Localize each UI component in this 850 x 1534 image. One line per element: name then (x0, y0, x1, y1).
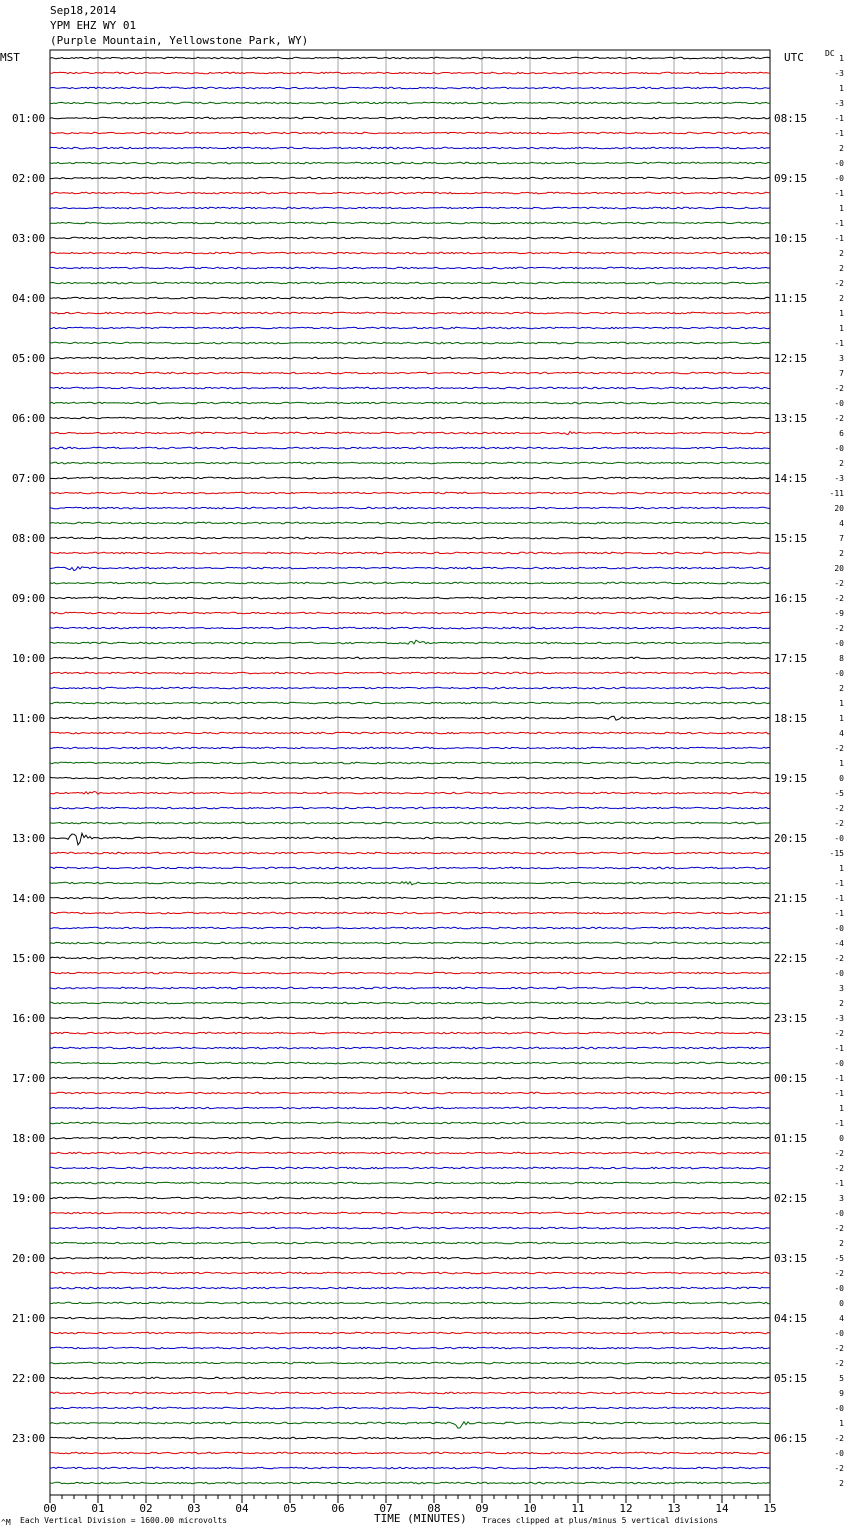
dc-offset-value: 1 (839, 699, 844, 708)
dc-offset-value: 2 (839, 1479, 844, 1488)
x-tick-label: 03 (187, 1502, 201, 1515)
trace-line (50, 657, 770, 659)
trace-line (50, 477, 770, 479)
hour-label-utc: 19:15 (774, 772, 808, 785)
trace-line (50, 1077, 770, 1079)
dc-label: DC (825, 49, 835, 58)
dc-offset-value: 1 (839, 759, 844, 768)
trace-line (50, 327, 770, 329)
trace-line (50, 522, 770, 524)
trace-line (50, 927, 770, 929)
dc-offset-value: 1 (839, 84, 844, 93)
trace-line (50, 267, 770, 269)
hour-label-mst: 04:00 (12, 292, 46, 305)
trace-line (50, 402, 770, 404)
trace-line (50, 567, 770, 571)
x-tick-label: 13 (667, 1502, 681, 1515)
trace-line (50, 177, 770, 179)
dc-offset-value: 1 (839, 309, 844, 318)
dc-offset-value: 4 (839, 519, 844, 528)
dc-offset-value: 6 (839, 429, 844, 438)
trace-line (50, 462, 770, 464)
dc-offset-value: 3 (839, 984, 844, 993)
dc-offset-value: 2 (839, 684, 844, 693)
trace-line (50, 1482, 770, 1484)
dc-offset-value: -1 (834, 189, 844, 198)
x-tick-label: 00 (43, 1502, 57, 1515)
trace-line (50, 833, 770, 845)
trace-line (50, 627, 770, 629)
x-tick-label: 09 (475, 1502, 489, 1515)
trace-line (50, 687, 770, 689)
trace-line (50, 972, 770, 974)
hour-label-utc: 15:15 (774, 532, 808, 545)
dc-offset-value: 2 (839, 249, 844, 258)
trace-line (50, 552, 770, 554)
trace-line (50, 777, 770, 779)
date-label: Sep18,2014 (50, 4, 117, 17)
dc-offset-value: -0 (834, 639, 844, 648)
dc-offset-value: -1 (834, 1074, 844, 1083)
dc-offset-value: 2 (839, 1239, 844, 1248)
dc-offset-value: -1 (834, 879, 844, 888)
trace-line (50, 747, 770, 749)
trace-line (50, 1152, 770, 1154)
dc-offset-value: 1 (839, 714, 844, 723)
trace-line (50, 1047, 770, 1049)
trace-line (50, 1032, 770, 1034)
dc-offset-value: -5 (834, 1254, 844, 1263)
dc-offset-value: -2 (834, 414, 844, 423)
dc-offset-value: 7 (839, 534, 844, 543)
trace-line (50, 1347, 770, 1349)
hour-label-mst: 15:00 (12, 952, 46, 965)
dc-offset-value: 1 (839, 324, 844, 333)
trace-line (50, 1332, 770, 1334)
dc-offset-value: -1 (834, 1044, 844, 1053)
hour-label-utc: 10:15 (774, 232, 808, 245)
dc-offset-value: -0 (834, 1449, 844, 1458)
trace-line (50, 1467, 770, 1469)
trace-line (50, 792, 770, 795)
trace-line (50, 1392, 770, 1394)
hour-label-utc: 21:15 (774, 892, 808, 905)
trace-line (50, 897, 770, 899)
trace-line (50, 612, 770, 614)
dc-offset-value: -3 (834, 69, 844, 78)
trace-line (50, 282, 770, 284)
right-timezone-label: UTC (784, 51, 804, 64)
dc-offset-value: -1 (834, 1179, 844, 1188)
dc-offset-value: -0 (834, 1059, 844, 1068)
trace-line (50, 492, 770, 494)
x-axis-title: TIME (MINUTES) (374, 1512, 467, 1525)
hour-label-mst: 06:00 (12, 412, 46, 425)
dc-offset-value: -0 (834, 444, 844, 453)
dc-offset-value: -2 (834, 1434, 844, 1443)
hour-label-mst: 05:00 (12, 352, 46, 365)
plot-frame (50, 50, 770, 1495)
trace-line (50, 1227, 770, 1229)
x-tick-label: 10 (523, 1502, 537, 1515)
hour-label-mst: 10:00 (12, 652, 46, 665)
dc-offset-value: 0 (839, 1134, 844, 1143)
dc-offset-value: 2 (839, 459, 844, 468)
trace-line (50, 1377, 770, 1379)
trace-line (50, 342, 770, 344)
hour-label-utc: 23:15 (774, 1012, 808, 1025)
trace-line (50, 297, 770, 299)
trace-line (50, 822, 770, 824)
x-tick-label: 07 (379, 1502, 393, 1515)
station-label: YPM EHZ WY 01 (50, 19, 137, 32)
dc-offset-value: 3 (839, 354, 844, 363)
dc-offset-value: -0 (834, 1284, 844, 1293)
trace-line (50, 1287, 770, 1289)
dc-offset-value: -2 (834, 1359, 844, 1368)
dc-offset-value: 2 (839, 264, 844, 273)
clip-note: Traces clipped at plus/minus 5 vertical divisions (482, 1516, 719, 1525)
trace-line (50, 132, 770, 134)
hour-label-utc: 20:15 (774, 832, 808, 845)
dc-offset-value: -0 (834, 159, 844, 168)
hour-label-utc: 12:15 (774, 352, 808, 365)
hour-label-utc: 13:15 (774, 412, 808, 425)
dc-offset-value: 4 (839, 1314, 844, 1323)
hour-label-utc: 01:15 (774, 1132, 808, 1145)
dc-offset-value: -4 (834, 939, 844, 948)
dc-offset-value: -9 (834, 609, 844, 618)
trace-line (50, 72, 770, 74)
trace-line (50, 1362, 770, 1364)
trace-line (50, 57, 770, 59)
dc-offset-value: -3 (834, 1014, 844, 1023)
dc-offset-value: -1 (834, 339, 844, 348)
x-tick-label: 11 (571, 1502, 585, 1515)
dc-offset-value: -2 (834, 624, 844, 633)
hour-label-utc: 04:15 (774, 1312, 808, 1325)
trace-line (50, 987, 770, 989)
hour-label-mst: 22:00 (12, 1372, 46, 1385)
dc-offset-value: -1 (834, 1089, 844, 1098)
dc-offset-value: -0 (834, 669, 844, 678)
trace-line (50, 640, 770, 644)
trace-line (50, 1452, 770, 1454)
dc-offset-value: 1 (839, 204, 844, 213)
hour-label-mst: 01:00 (12, 112, 46, 125)
trace-line (50, 417, 770, 419)
dc-offset-value: 20 (834, 504, 844, 513)
footer-mark: ^M (1, 1518, 11, 1527)
trace-line (50, 732, 770, 734)
trace-line (50, 912, 770, 914)
trace-line (50, 147, 770, 149)
dc-offset-value: -2 (834, 594, 844, 603)
hour-label-mst: 12:00 (12, 772, 46, 785)
trace-line (50, 1437, 770, 1439)
x-tick-label: 15 (763, 1502, 777, 1515)
dc-offset-value: -2 (834, 1149, 844, 1158)
trace-line (50, 882, 770, 885)
hour-label-utc: 06:15 (774, 1432, 808, 1445)
dc-offset-value: -1 (834, 129, 844, 138)
x-tick-label: 05 (283, 1502, 297, 1515)
dc-offset-value: -2 (834, 1164, 844, 1173)
hour-label-mst: 08:00 (12, 532, 46, 545)
dc-offset-value: 2 (839, 549, 844, 558)
trace-line (50, 431, 770, 434)
dc-offset-value: -2 (834, 804, 844, 813)
trace-line (50, 1407, 770, 1409)
trace-line (50, 87, 770, 89)
dc-offset-value: 5 (839, 1374, 844, 1383)
dc-offset-value: 7 (839, 369, 844, 378)
x-tick-label: 02 (139, 1502, 153, 1515)
dc-offset-value: 4 (839, 729, 844, 738)
trace-line (50, 702, 770, 704)
x-tick-label: 06 (331, 1502, 345, 1515)
hour-label-mst: 20:00 (12, 1252, 46, 1265)
dc-offset-value: 1 (839, 54, 844, 63)
location-label: (Purple Mountain, Yellowstone Park, WY) (50, 34, 309, 47)
dc-offset-value: -0 (834, 1404, 844, 1413)
trace-line (50, 1197, 770, 1199)
dc-offset-value: -1 (834, 909, 844, 918)
dc-offset-labels (830, 54, 845, 1488)
dc-offset-value: -0 (834, 1329, 844, 1338)
dc-offset-value: 2 (839, 294, 844, 303)
trace-line (50, 237, 770, 239)
trace-line (50, 672, 770, 674)
hour-label-utc: 08:15 (774, 112, 808, 125)
x-tick-label: 14 (715, 1502, 729, 1515)
dc-offset-value: 2 (839, 999, 844, 1008)
trace-line (50, 1167, 770, 1169)
hour-label-mst: 11:00 (12, 712, 46, 725)
traces (50, 57, 770, 1484)
dc-offset-value: -0 (834, 1209, 844, 1218)
dc-offset-value: -2 (834, 1029, 844, 1038)
hour-label-utc: 03:15 (774, 1252, 808, 1265)
trace-line (50, 447, 770, 449)
hour-label-mst: 07:00 (12, 472, 46, 485)
trace-line (50, 1107, 770, 1109)
dc-offset-value: -11 (829, 489, 844, 498)
dc-offset-value: -2 (834, 1464, 844, 1473)
x-tick-label: 08 (427, 1502, 441, 1515)
trace-line (50, 372, 770, 374)
dc-offset-value: -2 (834, 579, 844, 588)
dc-offset-value: 3 (839, 1194, 844, 1203)
x-tick-label: 01 (91, 1502, 105, 1515)
hour-label-mst: 03:00 (12, 232, 46, 245)
dc-offset-value: 1 (839, 1419, 844, 1428)
trace-line (50, 222, 770, 224)
hour-label-mst: 19:00 (12, 1192, 46, 1205)
left-timezone-label: MST (0, 51, 20, 64)
dc-offset-value: -2 (834, 384, 844, 393)
trace-line (50, 1257, 770, 1259)
trace-line (50, 957, 770, 959)
trace-line (50, 162, 770, 164)
vertical-division-note: Each Vertical Division = 1600.00 microvolts (20, 1516, 228, 1525)
hour-label-mst: 18:00 (12, 1132, 46, 1145)
trace-line (50, 1242, 770, 1244)
trace-line (50, 1122, 770, 1124)
dc-offset-value: -3 (834, 99, 844, 108)
dc-offset-value: -3 (834, 474, 844, 483)
trace-line (50, 716, 770, 720)
dc-offset-value: -2 (834, 819, 844, 828)
dc-offset-value: -2 (834, 1269, 844, 1278)
hour-label-utc: 14:15 (774, 472, 808, 485)
hour-label-utc: 22:15 (774, 952, 808, 965)
trace-line (50, 597, 770, 599)
dc-offset-value: -0 (834, 834, 844, 843)
dc-offset-value: -0 (834, 174, 844, 183)
dc-offset-value: 8 (839, 654, 844, 663)
dc-offset-value: -0 (834, 969, 844, 978)
hour-label-mst: 21:00 (12, 1312, 46, 1325)
trace-line (50, 1137, 770, 1139)
dc-offset-value: -15 (829, 849, 844, 858)
x-tick-label: 04 (235, 1502, 249, 1515)
dc-offset-value: 2 (839, 144, 844, 153)
trace-line (50, 762, 770, 764)
trace-line (50, 192, 770, 194)
trace-line (50, 1092, 770, 1094)
hour-label-utc: 00:15 (774, 1072, 808, 1085)
hour-label-mst: 23:00 (12, 1432, 46, 1445)
dc-offset-value: -0 (834, 399, 844, 408)
trace-line (50, 252, 770, 254)
x-tick-label: 12 (619, 1502, 633, 1515)
hour-label-utc: 18:15 (774, 712, 808, 725)
trace-line (50, 942, 770, 944)
trace-line (50, 387, 770, 389)
hour-label-utc: 16:15 (774, 592, 808, 605)
dc-offset-value: -2 (834, 954, 844, 963)
dc-offset-value: 0 (839, 774, 844, 783)
dc-offset-value: -2 (834, 279, 844, 288)
trace-line (50, 102, 770, 104)
trace-line (50, 852, 770, 854)
trace-line (50, 117, 770, 119)
hour-label-mst: 13:00 (12, 832, 46, 845)
dc-offset-value: -2 (834, 1344, 844, 1353)
dc-offset-value: 1 (839, 1104, 844, 1113)
dc-offset-value: 20 (834, 564, 844, 573)
hour-label-mst: 02:00 (12, 172, 46, 185)
trace-line (50, 357, 770, 359)
dc-offset-value: -1 (834, 219, 844, 228)
trace-line (50, 1302, 770, 1304)
trace-line (50, 1002, 770, 1004)
dc-offset-value: 0 (839, 1299, 844, 1308)
trace-line (50, 1422, 770, 1429)
trace-line (50, 1017, 770, 1019)
trace-line (50, 1272, 770, 1274)
trace-line (50, 582, 770, 584)
hour-label-utc: 02:15 (774, 1192, 808, 1205)
trace-line (50, 312, 770, 314)
dc-offset-value: -0 (834, 924, 844, 933)
trace-line (50, 1212, 770, 1214)
trace-line (50, 507, 770, 509)
dc-offset-value: -2 (834, 744, 844, 753)
hour-label-utc: 05:15 (774, 1372, 808, 1385)
hour-label-mst: 17:00 (12, 1072, 46, 1085)
hour-label-utc: 11:15 (774, 292, 808, 305)
dc-offset-value: -1 (834, 1119, 844, 1128)
trace-line (50, 1317, 770, 1319)
dc-offset-value: -2 (834, 1224, 844, 1233)
hour-label-mst: 09:00 (12, 592, 46, 605)
hour-label-mst: 16:00 (12, 1012, 46, 1025)
dc-offset-value: -5 (834, 789, 844, 798)
dc-offset-value: 9 (839, 1389, 844, 1398)
hour-label-mst: 14:00 (12, 892, 46, 905)
trace-line (50, 867, 770, 869)
trace-line (50, 807, 770, 809)
trace-line (50, 1182, 770, 1184)
trace-line (50, 537, 770, 539)
dc-offset-value: -1 (834, 234, 844, 243)
dc-offset-value: -1 (834, 894, 844, 903)
hour-label-utc: 09:15 (774, 172, 808, 185)
grid (50, 50, 770, 1495)
hour-label-utc: 17:15 (774, 652, 808, 665)
trace-line (50, 207, 770, 209)
dc-offset-value: 1 (839, 864, 844, 873)
dc-offset-value: -1 (834, 114, 844, 123)
trace-line (50, 1062, 770, 1064)
